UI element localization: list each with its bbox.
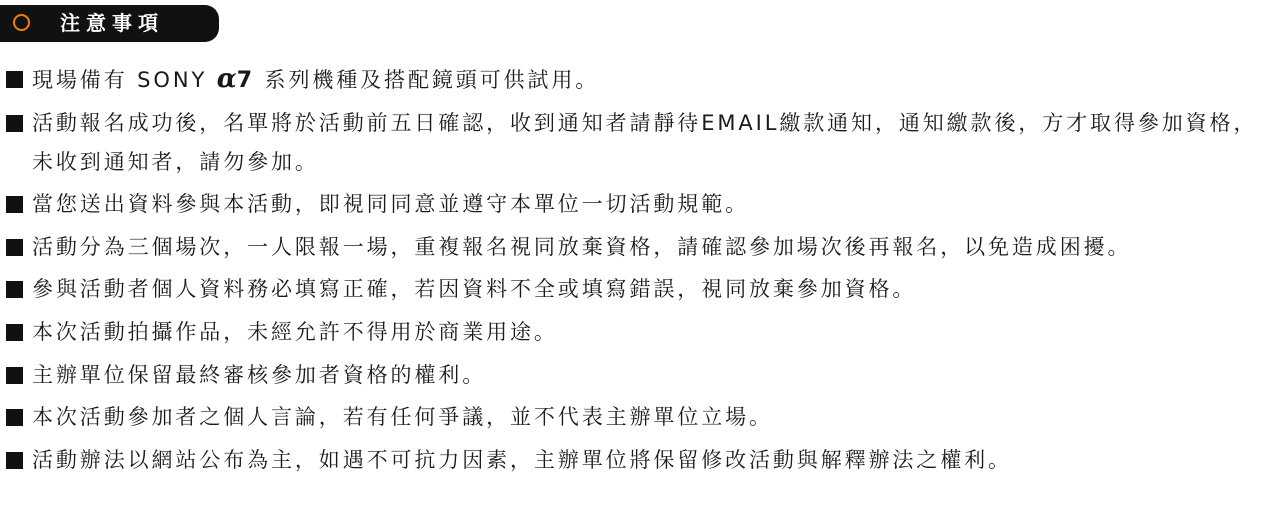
notice-text: 活動報名成功後，名單將於活動前五日確認，收到通知者請靜待EMAIL繳款通知，通知繳款後，方才取得參加資格，未收到通知者，請勿參加。	[32, 110, 1258, 174]
section-title: 注意事項	[60, 11, 164, 35]
list-item	[0, 270, 1280, 309]
list-item	[0, 60, 1280, 100]
list-item	[0, 441, 1280, 480]
list-item	[0, 185, 1280, 224]
list-item	[0, 104, 1280, 182]
square-bullet-icon	[6, 409, 23, 426]
list-item	[0, 398, 1280, 437]
notice-text-suffix: 系列機種及搭配鏡頭可供試用。	[254, 68, 600, 92]
notice-text: 活動分為三個場次，一人限報一場，重複報名視同放棄資格，請確認參加場次後再報名，以免造成困擾。	[32, 234, 1132, 259]
notice-text: 本次活動拍攝作品，未經允許不得用於商業用途。	[32, 319, 558, 344]
square-bullet-icon	[6, 239, 23, 256]
list-item	[0, 228, 1280, 267]
square-bullet-icon	[6, 452, 23, 469]
square-bullet-icon	[6, 324, 23, 341]
notice-text: 參與活動者個人資料務必填寫正確，若因資料不全或填寫錯誤，視同放棄參加資格。	[32, 277, 917, 302]
square-bullet-icon	[6, 115, 23, 132]
notice-text: 活動辦法以網站公布為主，如遇不可抗力因素，主辦單位將保留修改活動與解釋辦法之權利。	[32, 447, 1012, 472]
square-bullet-icon	[6, 196, 23, 213]
notice-text: 本次活動參加者之個人言論，若有任何爭議，並不代表主辦單位立場。	[32, 405, 773, 430]
notice-list	[0, 60, 1280, 483]
list-item	[0, 313, 1280, 352]
square-bullet-icon	[6, 71, 23, 88]
list-item	[0, 356, 1280, 395]
notice-text: 主辦單位保留最終審核參加者資格的權利。	[32, 362, 487, 387]
notice-text: 當您送出資料參與本活動，即視同同意並遵守本單位一切活動規範。	[32, 192, 749, 217]
ring-icon	[13, 14, 30, 31]
notice-text-prefix: 現場備有 SONY	[32, 68, 217, 92]
square-bullet-icon	[6, 281, 23, 298]
brand-alpha-logo: α	[216, 64, 237, 94]
notice-text	[32, 60, 1280, 100]
brand-model-number: 7	[236, 68, 255, 93]
section-header-badge	[0, 5, 219, 42]
square-bullet-icon	[6, 367, 23, 384]
